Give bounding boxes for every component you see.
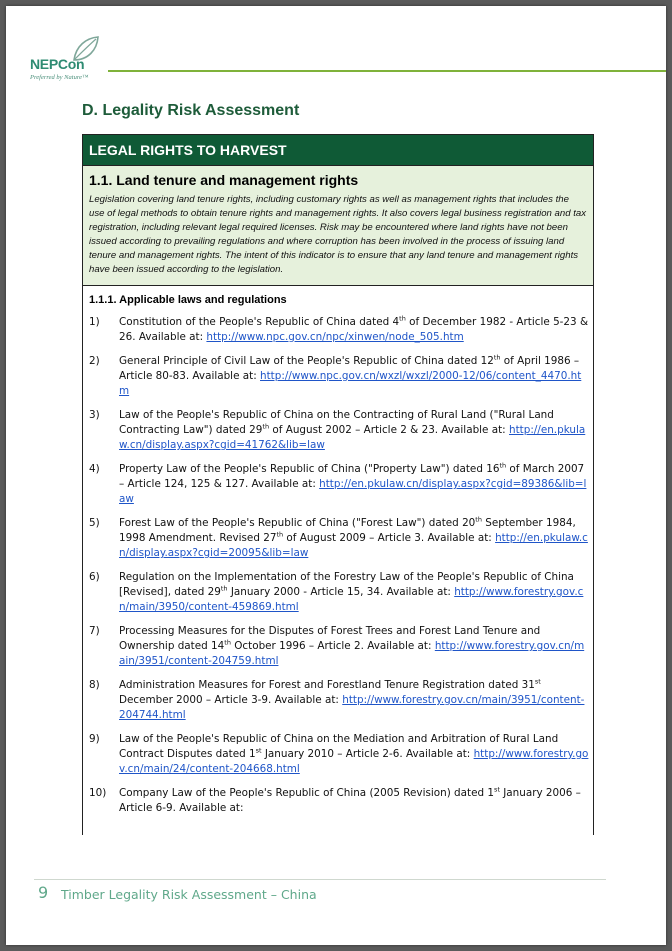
logo-text: NEPCon — [30, 56, 85, 72]
ordinal-suffix: th — [220, 584, 228, 593]
ordinal-suffix: st — [494, 785, 500, 794]
law-item — [89, 678, 589, 723]
ordinal-suffix: th — [262, 422, 270, 431]
ordinal-suffix: th — [224, 638, 231, 647]
law-link[interactable]: http://www.npc.gov.cn/wxzl/wxzl/2000-12/06/content_4470.htm — [119, 370, 582, 397]
section-title: D. Legality Risk Assessment — [82, 102, 300, 119]
law-text — [119, 408, 589, 453]
law-text-part: Company Law of the People's Republic of China (2005 Revision) dated 1 — [119, 787, 494, 799]
subsection-title: 1.1. Land tenure and management rights — [89, 172, 359, 188]
law-link[interactable]: http://www.forestry.gov.cn/main/3951/content-204759.html — [119, 640, 585, 667]
law-link[interactable]: http://en.pkulaw.cn/display.aspx?cgid=41762&lib=law — [119, 424, 586, 451]
law-text-part: Processing Measures for the Disputes of Forest Trees and Forest Land Tenure and Ownership dated 14 — [119, 625, 541, 652]
law-text-part: General Principle of Civil Law of the People's Republic of China dated 12 — [119, 355, 494, 367]
law-number: 4) — [89, 463, 100, 475]
law-text-part: September 1984, 1998 Amendment. Revised 27 — [119, 517, 576, 544]
law-text-part: Law of the People's Republic of China on the Mediation and Arbitration of Rural Land Contract Disputes dated 1 — [119, 733, 559, 760]
law-number: 1) — [89, 316, 100, 328]
law-item — [89, 408, 589, 453]
law-text — [119, 786, 589, 816]
law-text-part: Constitution of the People's Republic of China dated 4 — [119, 316, 400, 328]
laws-title: 1.1.1. Applicable laws and regulations — [89, 294, 287, 306]
law-link[interactable]: http://www.forestry.gov.cn/main/3950/content-459869.html — [119, 586, 584, 613]
law-text-part: Administration Measures for Forest and Forestland Tenure Registration dated 31 — [119, 679, 535, 691]
law-text — [119, 462, 589, 507]
law-number: 7) — [89, 625, 100, 637]
law-number: 10) — [89, 787, 107, 799]
law-text — [119, 354, 589, 399]
footer-rule — [34, 879, 606, 880]
law-list — [89, 315, 589, 816]
law-text — [119, 624, 589, 669]
logo-tagline: Preferred by Nature™ — [30, 74, 89, 81]
law-number: 2) — [89, 355, 100, 367]
law-item — [89, 624, 589, 669]
law-text-part: January 2006 – Article 6-9. Available at: — [119, 787, 581, 814]
law-text-part: of August 2009 – Article 3. Available at: — [283, 532, 496, 544]
header-rule — [108, 70, 666, 72]
ordinal-suffix: th — [399, 314, 406, 323]
risk-assessment-table — [82, 134, 594, 835]
law-link[interactable]: http://www.npc.gov.cn/npc/xinwen/node_505.htm — [206, 331, 464, 343]
law-text — [119, 678, 589, 723]
ordinal-suffix: th — [493, 353, 501, 362]
ordinal-suffix: th — [276, 530, 284, 539]
law-text-part: Property Law of the People's Republic of China ("Property Law") dated 16 — [119, 463, 500, 475]
law-item — [89, 516, 589, 561]
ordinal-suffix: st — [534, 677, 541, 686]
law-item — [89, 570, 589, 615]
law-item — [89, 354, 589, 399]
law-text-part: October 1996 – Article 2. Available at: — [230, 640, 435, 652]
law-text-part: January 2010 – Article 2-6. Available at: — [261, 748, 474, 760]
page-number: 9 — [38, 883, 49, 902]
law-text-part: of April 1986 – Article 80-83. Available at: — [119, 355, 580, 382]
law-text — [119, 315, 589, 345]
law-text — [119, 570, 589, 615]
law-item — [89, 786, 589, 816]
law-item — [89, 462, 589, 507]
law-text-part: Law of the People's Republic of China on the Contracting of Rural Land ("Rural Land Contracting Law") dated 29 — [119, 409, 554, 436]
law-number: 5) — [89, 517, 100, 529]
law-text-part: December 2000 – Article 3-9. Available at: — [119, 694, 343, 706]
tenure-section — [83, 166, 593, 286]
law-text-part: of August 2002 – Article 2 & 23. Available at: — [269, 424, 509, 436]
ordinal-suffix: st — [255, 746, 262, 755]
table-band-title: LEGAL RIGHTS TO HARVEST — [83, 135, 593, 166]
law-number: 8) — [89, 679, 100, 691]
law-text-part: of March 2007 – Article 124, 125 & 127. Available at: — [119, 463, 585, 490]
law-number: 3) — [89, 409, 100, 421]
law-link[interactable]: http://www.forestry.gov.cn/main/24/content-204668.html — [119, 748, 589, 775]
law-text — [119, 732, 589, 777]
footer-title: Timber Legality Risk Assessment – China — [61, 887, 317, 902]
law-text-part: Forest Law of the People's Republic of China ("Forest Law") dated 20 — [119, 517, 476, 529]
law-text-part: Regulation on the Implementation of the Forestry Law of the People's Republic of China [Revised], dated 29 — [119, 571, 574, 598]
ordinal-suffix: th — [475, 515, 482, 524]
nepcon-logo — [28, 34, 118, 90]
subsection-description: Legislation covering land tenure rights, including customary rights as well as management rights that includes the use of legal methods to obtain tenure rights and management rights. It also covers legal business registration and tax registration, including relevant legal required licenses. Risk may be encountered where land rights have not been issued according to prevailing regulations and where corruption has been involved in the process of issuing land tenure and management rights. The intent of this indicator is to ensure that any land tenure and management rights have been issued according to the legislation. — [89, 194, 587, 275]
law-item — [89, 315, 589, 345]
law-link[interactable]: http://en.pkulaw.cn/display.aspx?cgid=89386&lib=law — [119, 478, 587, 505]
law-text — [119, 516, 589, 561]
law-link[interactable]: http://www.forestry.gov.cn/main/3951/content-204744.html — [119, 694, 585, 721]
ordinal-suffix: th — [499, 461, 507, 470]
document-page — [6, 6, 666, 945]
law-link[interactable]: http://en.pkulaw.cn/display.aspx?cgid=20095&lib=law — [119, 532, 588, 559]
law-number: 9) — [89, 733, 100, 745]
law-text-part: of December 1982 - Article 5-23 & 26. Available at: — [119, 316, 589, 343]
laws-section — [83, 286, 593, 816]
law-item — [89, 732, 589, 777]
law-number: 6) — [89, 571, 100, 583]
law-text-part: January 2000 - Article 15, 34. Available at: — [227, 586, 455, 598]
